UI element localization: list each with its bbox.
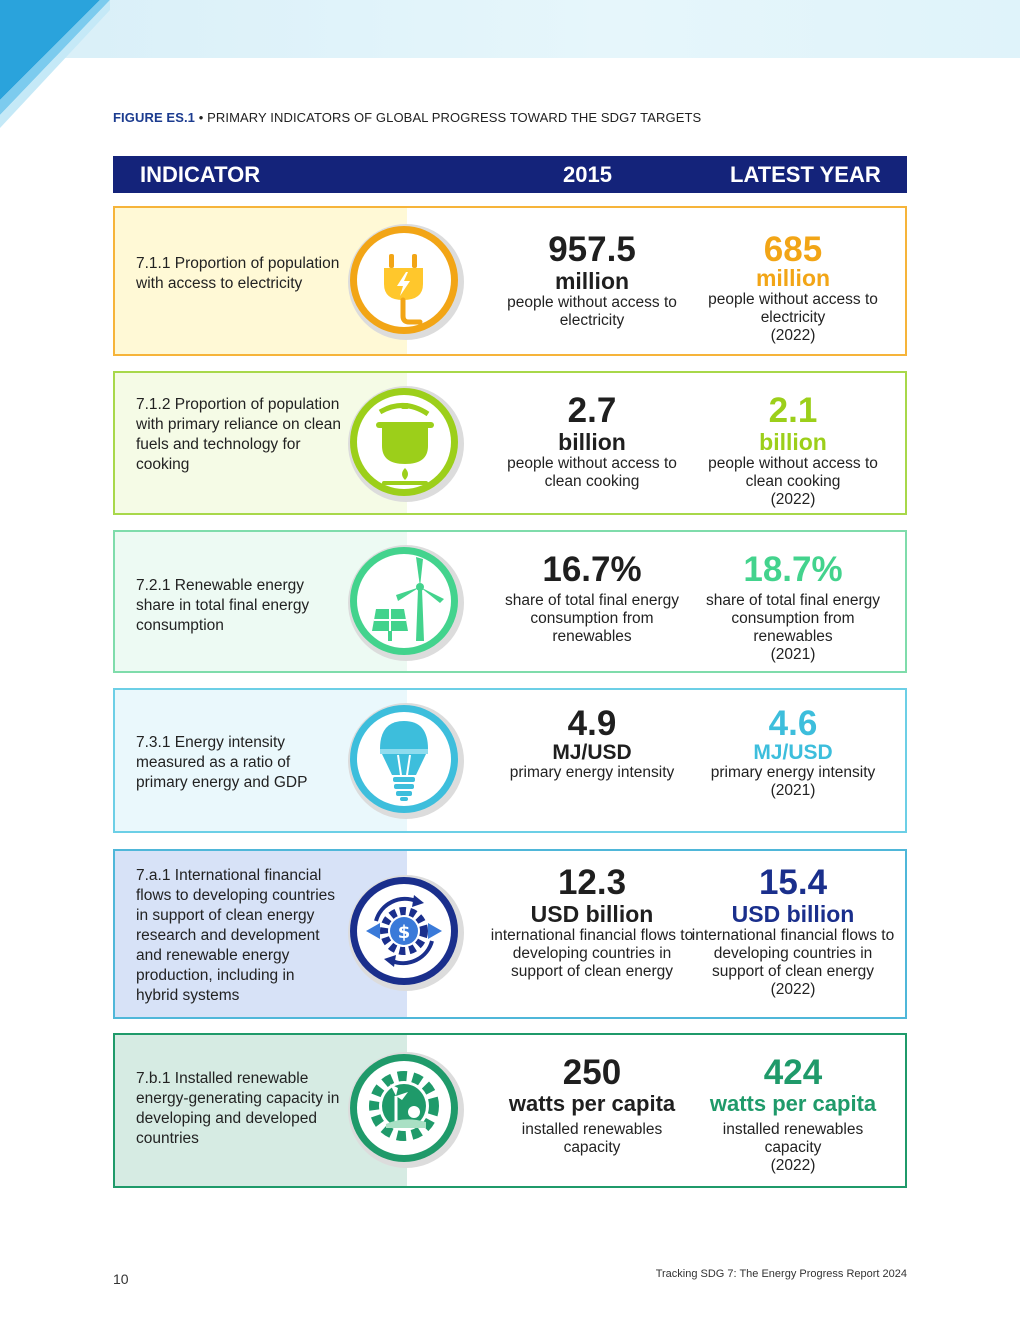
value-year: (2021) (770, 782, 816, 799)
value-latest (686, 865, 900, 999)
value-unit: USD billion (530, 901, 654, 927)
table-header (113, 156, 907, 193)
renewable-gear-icon (346, 1050, 466, 1170)
electric-plug-icon (346, 222, 466, 342)
value-unit: MJ/USD (753, 741, 833, 764)
value-unit: USD billion (731, 901, 855, 927)
value-number: 18.7% (743, 550, 843, 589)
value-description: share of total final energy consumption from renewables (504, 592, 680, 645)
svg-text:$: $ (397, 922, 411, 943)
value-2015 (492, 552, 692, 646)
value-number: 250 (562, 1053, 622, 1092)
value-number: 685 (763, 230, 823, 269)
value-description: people without access to clean cooking (507, 455, 677, 490)
header-indicator: INDICATOR (140, 162, 261, 187)
light-bulb-icon (346, 701, 466, 821)
value-number: 12.3 (557, 863, 627, 902)
header-latest-year: LATEST YEAR (730, 162, 881, 187)
value-latest (693, 552, 893, 664)
value-unit: watts per capita (709, 1091, 877, 1116)
value-number: 16.7% (542, 550, 642, 589)
value-number: 2.1 (768, 391, 818, 430)
indicator-row-7-1-1 (113, 206, 907, 356)
indicator-label: 7.1.1 Proportion of population with access to electricity (136, 255, 340, 292)
value-2015 (492, 706, 692, 782)
value-latest (693, 706, 893, 800)
figure-title: PRIMARY INDICATORS OF GLOBAL PROGRESS TOWARD THE SDG7 TARGETS (207, 110, 702, 125)
header-2015: 2015 (563, 162, 612, 187)
indicator-row-7-3-1 (113, 688, 907, 833)
corner-decoration (0, 0, 110, 130)
value-description: installed renewables capacity (722, 1121, 864, 1156)
indicator-row-7-1-2 (113, 371, 907, 515)
value-number: 424 (763, 1053, 823, 1092)
report-title: Tracking SDG 7: The Energy Progress Report 2024 (655, 1268, 907, 1280)
cooking-pot-icon (346, 384, 466, 504)
value-unit: watts per capita (508, 1091, 676, 1116)
indicator-row-7-b-1 (113, 1033, 907, 1188)
indicator-row-7-2-1 (113, 530, 907, 673)
value-description: people without access to electricity (708, 291, 878, 326)
value-year: (2021) (770, 646, 816, 663)
indicator-label: 7.a.1 International financial flows to developing countries in support of clean energy research and development and renewable energy production, including in hybrid systems (136, 867, 336, 1004)
page-number: 10 (113, 1271, 129, 1287)
value-2015 (492, 393, 692, 491)
value-year: (2022) (770, 491, 816, 508)
indicator-label: 7.3.1 Energy intensity measured as a ratio of primary energy and GDP (136, 734, 308, 791)
indicator-row-7-a-1 (113, 849, 907, 1019)
value-year: (2022) (770, 981, 816, 998)
value-unit: MJ/USD (552, 741, 632, 764)
value-description: share of total final energy consumption from renewables (705, 592, 881, 645)
top-band (0, 0, 1020, 58)
value-unit: billion (759, 429, 827, 455)
value-number: 957.5 (548, 230, 636, 269)
value-description: international financial flows to developing countries in support of clean energy (691, 927, 895, 980)
value-description: primary energy intensity (509, 764, 675, 781)
value-number: 4.6 (768, 704, 818, 743)
value-year: (2022) (770, 1157, 816, 1174)
value-description: installed renewables capacity (521, 1121, 663, 1156)
value-unit: million (755, 265, 831, 291)
figure-number: FIGURE ES.1 (113, 110, 196, 125)
value-2015 (492, 1055, 692, 1157)
value-number: 15.4 (758, 863, 828, 902)
value-description: international financial flows to developing countries in support of clean energy (490, 927, 694, 980)
value-unit: billion (558, 429, 626, 455)
value-unit: million (554, 268, 630, 294)
value-description: people without access to clean cooking (708, 455, 878, 490)
indicator-label: 7.2.1 Renewable energy share in total final energy consumption (136, 577, 310, 634)
value-number: 4.9 (567, 704, 617, 743)
figure-caption (113, 110, 701, 125)
value-2015 (485, 865, 699, 981)
value-year: (2022) (770, 327, 816, 344)
value-latest (693, 393, 893, 509)
indicator-label: 7.b.1 Installed renewable energy-generating capacity in developing and developed countries (136, 1070, 340, 1147)
value-number: 2.7 (567, 391, 617, 430)
wind-solar-icon (346, 543, 466, 663)
value-2015 (492, 232, 692, 330)
indicator-label: 7.1.2 Proportion of population with primary reliance on clean fuels and technology for cooking (136, 396, 342, 473)
dollar-gear-cycle-icon (346, 873, 466, 993)
value-description: primary energy intensity (710, 764, 876, 781)
value-description: people without access to electricity (507, 294, 677, 329)
value-latest (693, 232, 893, 345)
value-latest (693, 1055, 893, 1175)
figure-separator: • (195, 110, 208, 125)
